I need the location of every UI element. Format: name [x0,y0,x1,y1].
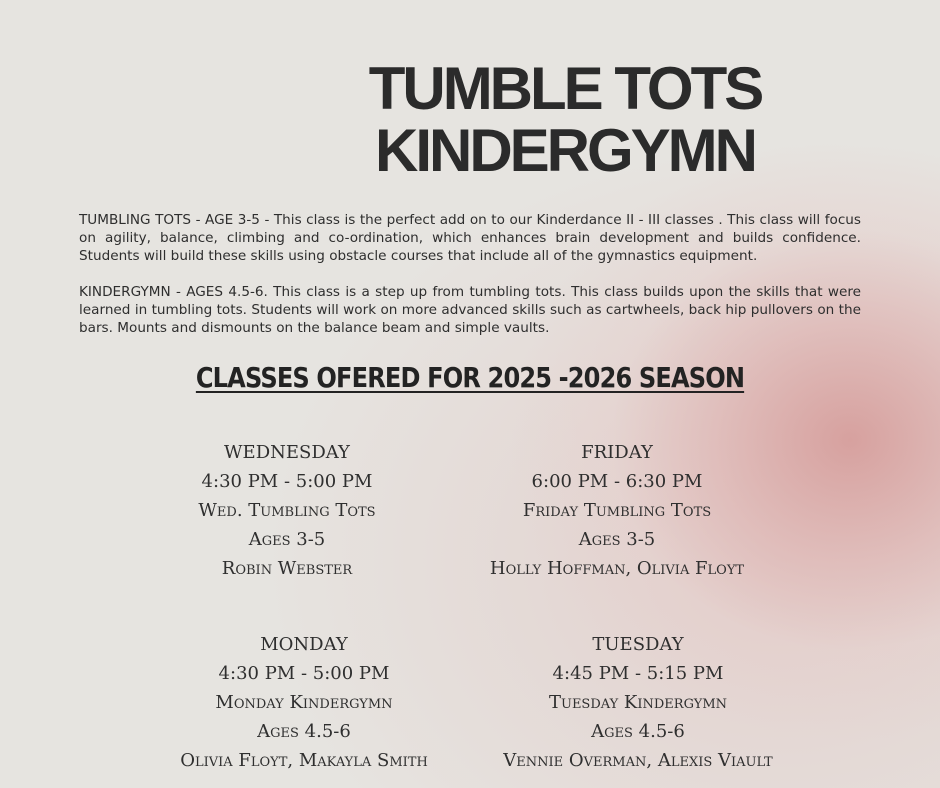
class-time: 6:00 PM - 6:30 PM [531,471,703,492]
class-time: 4:45 PM - 5:15 PM [552,663,724,684]
season-heading-text: CLASSES OFERED FOR 2025 -2026 SEASON [195,361,745,394]
tumbling-tots-description: TUMBLING TOTS - AGE 3-5 - This class is the perfect add on to our Kinderdance II - III classes . This class will focus on agility, balance, climbing and co-ordination, which enhances brain development and builds confidence. Students will build these skills using obstacle courses that include all of the gymnastics equipment. [79,212,861,264]
class-name: Wed. Tumbling Tots [198,500,376,521]
class-day: FRIDAY [581,442,653,463]
class-ages: Ages 4.5-6 [257,721,351,742]
kindergymn-description: KINDERGYMN - AGES 4.5-6. This class is a step up from tumbling tots. This class builds upon the skills that were learned in tumbling tots. Students will work on more advanced skills such as cartwheels, back hip pullovers on the bars. Mounts and dismounts on the balance beam and simple vaults. [79,284,861,336]
class-ages: Ages 3-5 [248,529,326,550]
page-title [350,55,780,184]
class-card-friday [437,438,797,583]
class-name: Monday Kindergymn [215,692,393,713]
season-heading [66,358,874,398]
class-card-monday [124,630,484,775]
class-instructors: Holly Hoffman, Olivia Floyt [489,558,745,579]
class-day: TUESDAY [592,634,684,655]
class-instructors: Olivia Floyt, Makayla Smith [180,750,428,771]
class-time: 4:30 PM - 5:00 PM [201,471,373,492]
class-card-tuesday [458,630,818,775]
class-instructors: Robin Webster [221,558,353,579]
class-ages: Ages 4.5-6 [591,721,685,742]
class-instructors: Vennie Overman, Alexis Viault [503,750,773,771]
class-time: 4:30 PM - 5:00 PM [218,663,390,684]
class-day: MONDAY [260,634,348,655]
title-line-2: KINDERGYMN [374,117,755,184]
class-name: Tuesday Kindergymn [548,692,728,713]
title-line-1: TUMBLE TOTS [368,55,762,122]
class-card-wednesday [107,438,467,583]
class-ages: Ages 3-5 [578,529,656,550]
class-name: Friday Tumbling Tots [522,500,712,521]
class-day: WEDNESDAY [224,442,350,463]
